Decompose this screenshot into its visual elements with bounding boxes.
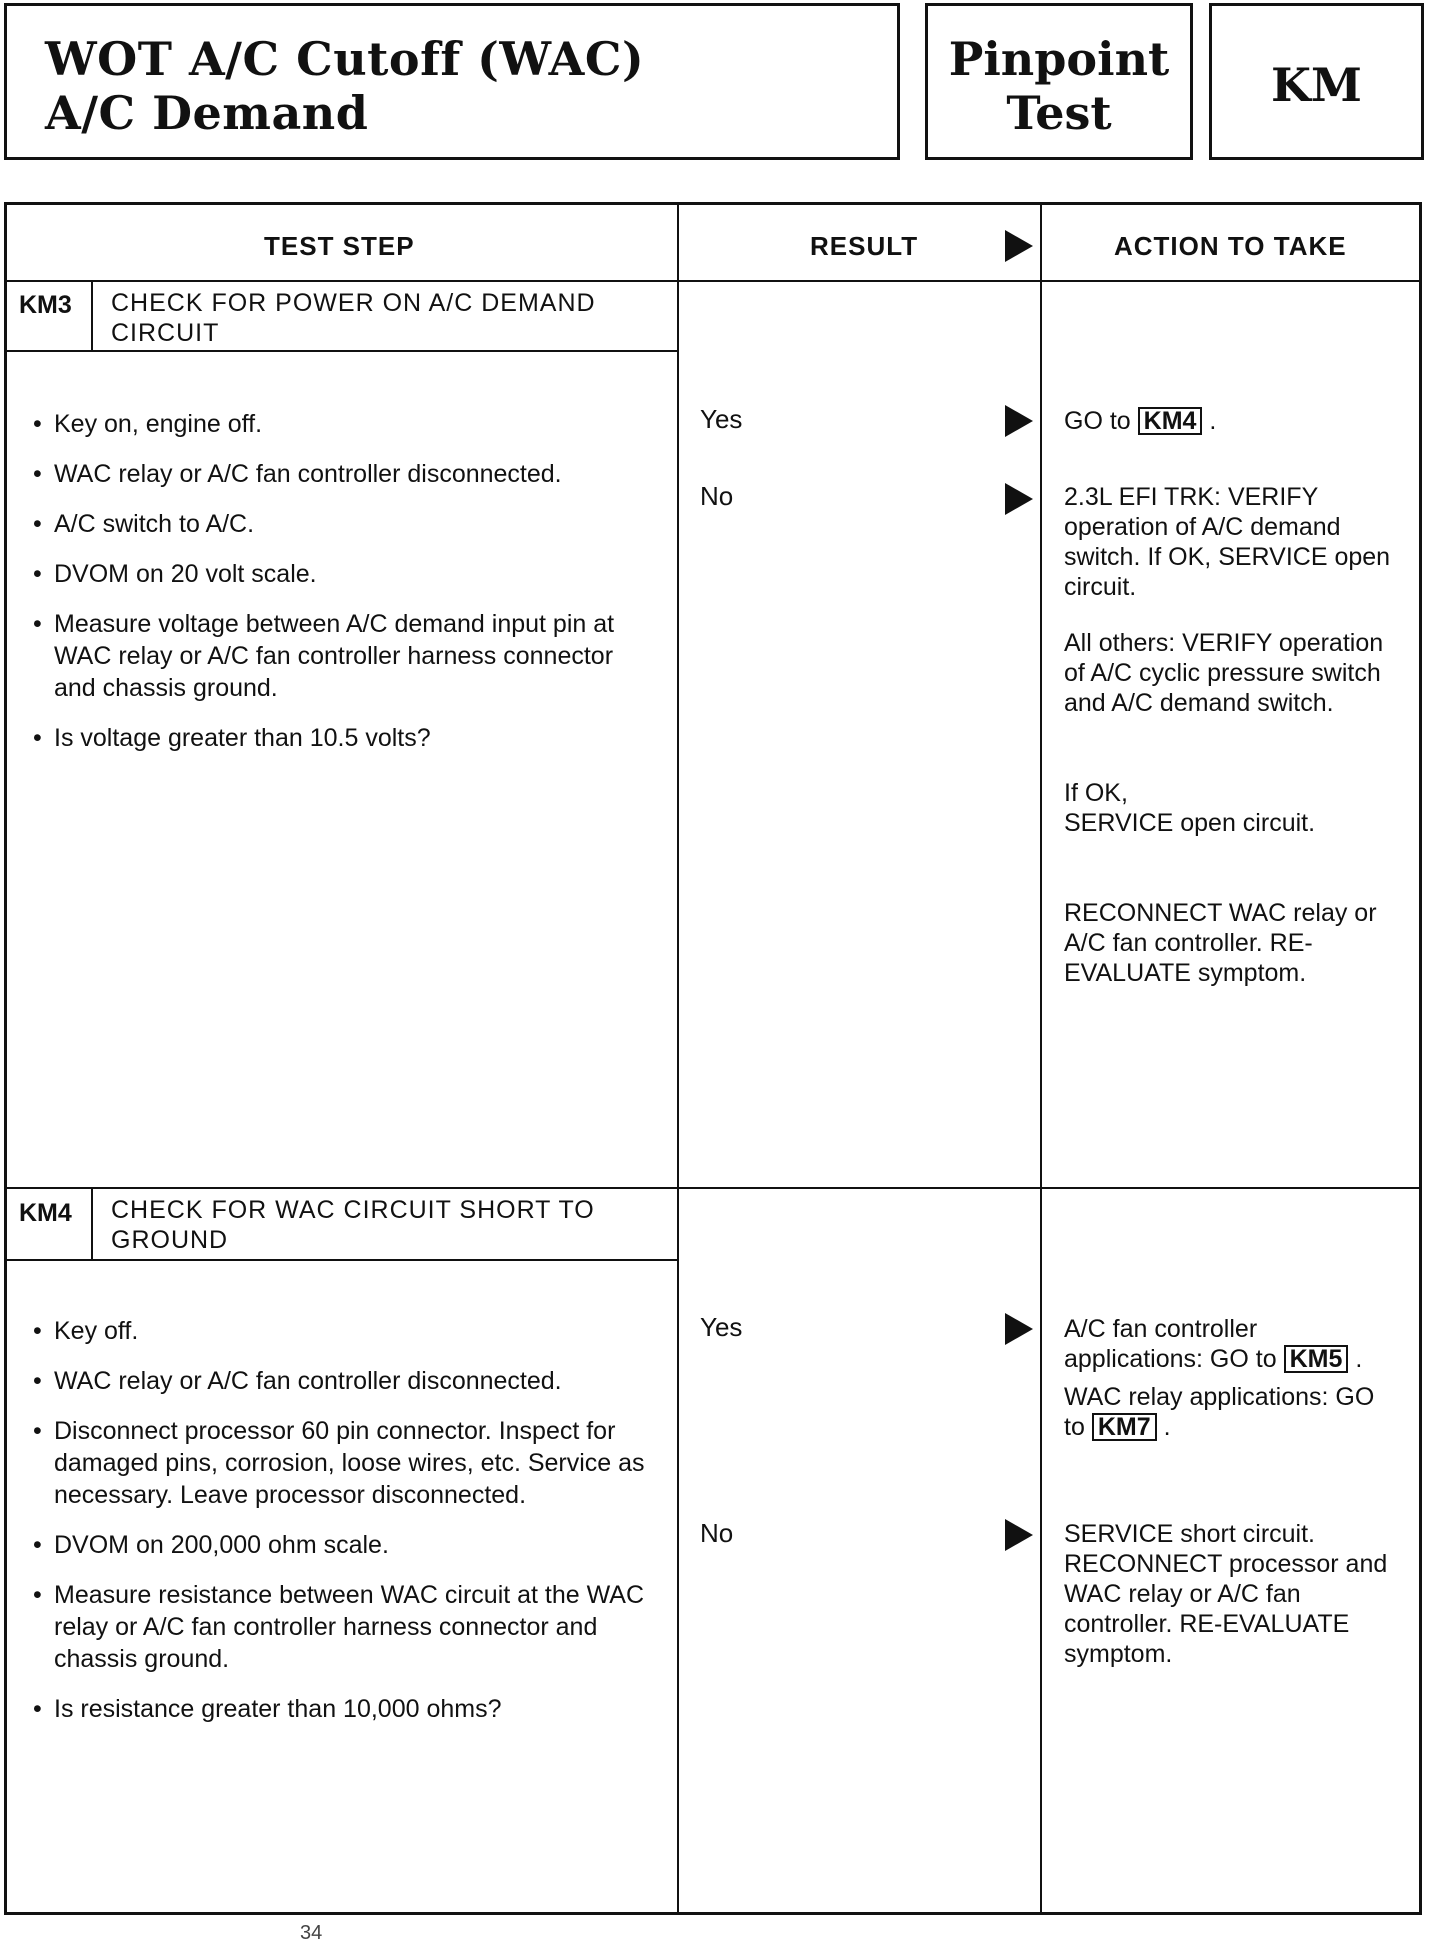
step-reference-km5[interactable]: KM5 [1284, 1345, 1349, 1373]
instruction: • Measure voltage between A/C demand input pin at WAC relay or A/C fan controller harness connector and chassis ground. [33, 608, 658, 704]
page-number: 34 [300, 1922, 323, 1944]
step-id: KM3 [19, 291, 72, 319]
result-no: No [700, 481, 734, 511]
step-title-underline [7, 350, 678, 352]
header-arrow-icon [1005, 230, 1033, 262]
step-row-divider [7, 1187, 1419, 1189]
action-suffix: . [1163, 1413, 1171, 1441]
result-no: No [700, 1518, 734, 1548]
action-no [1064, 482, 1394, 988]
column-divider-1 [677, 205, 679, 1912]
step-instructions [33, 1315, 658, 1743]
instruction: • A/C switch to A/C. [33, 508, 658, 540]
step-id-divider [91, 280, 93, 350]
pinpoint-test-box [925, 3, 1193, 160]
action-text: WAC relay applications: GO to [1064, 1383, 1375, 1441]
pinpoint-test-label [928, 32, 1190, 140]
instruction: • WAC relay or A/C fan controller disconnected. [33, 1365, 658, 1397]
header-row-divider [7, 280, 1419, 282]
result-no-arrow-icon [1005, 1519, 1033, 1551]
header-action-to-take: ACTION TO TAKE [1114, 231, 1347, 261]
step-reference-km4[interactable]: KM4 [1138, 407, 1203, 435]
pinpoint-line-1: Pinpoint [948, 32, 1170, 86]
header-test-step: TEST STEP [264, 231, 415, 261]
test-code: KM [1271, 58, 1362, 112]
instruction: • Is resistance greater than 10,000 ohms? [33, 1693, 658, 1725]
step-title: CHECK FOR WAC CIRCUIT SHORT TO GROUND [111, 1196, 595, 1254]
instruction: • DVOM on 200,000 ohm scale. [33, 1529, 658, 1561]
action-reconnect: RECONNECT WAC relay or A/C fan controller. RE-EVALUATE symptom. [1064, 899, 1377, 987]
action-no-trk: 2.3L EFI TRK: VERIFY operation of A/C demand switch. If OK, SERVICE open circuit. [1064, 483, 1391, 601]
column-divider-2 [1040, 205, 1042, 1912]
result-yes: Yes [700, 1312, 743, 1342]
pinpoint-table [4, 202, 1422, 1915]
step-title-underline [7, 1259, 678, 1261]
instruction: • Key off. [33, 1315, 658, 1347]
step-reference-km7[interactable]: KM7 [1092, 1413, 1157, 1441]
header-result: RESULT [810, 231, 919, 261]
title-line-2: A/C Demand [45, 86, 369, 140]
action-yes [1064, 406, 1394, 436]
action-if-ok: If OK, [1064, 779, 1128, 807]
result-yes-arrow-icon [1005, 405, 1033, 437]
instruction: • WAC relay or A/C fan controller disconnected. [33, 458, 658, 490]
title-box [4, 3, 900, 160]
action-yes [1064, 1314, 1394, 1442]
action-no-others: All others: VERIFY operation of A/C cyclic pressure switch and A/C demand switch. [1064, 629, 1384, 717]
title-line-1: WOT A/C Cutoff (WAC) [45, 32, 645, 86]
action-text: GO to [1064, 407, 1131, 435]
result-yes: Yes [700, 404, 743, 434]
step-instructions [33, 408, 658, 772]
step-id: KM4 [19, 1199, 72, 1227]
instruction: • Key on, engine off. [33, 408, 658, 440]
result-yes-arrow-icon [1005, 1313, 1033, 1345]
action-suffix: . [1209, 407, 1217, 435]
pinpoint-line-2: Test [1006, 86, 1112, 140]
test-code-box [1209, 3, 1424, 160]
result-no-arrow-icon [1005, 483, 1033, 515]
step-id-divider [91, 1187, 93, 1259]
action-service-open: SERVICE open circuit. [1064, 809, 1316, 837]
action-fan-controller [1064, 1314, 1394, 1374]
instruction: • Disconnect processor 60 pin connector. Inspect for damaged pins, corrosion, loose wires, etc. Service as necessary. Leave processor disconnected. [33, 1415, 658, 1511]
action-text: A/C fan controller applications: GO to [1064, 1315, 1277, 1373]
action-wac-relay [1064, 1382, 1394, 1442]
instruction: • Is voltage greater than 10.5 volts? [33, 722, 658, 754]
action-no: SERVICE short circuit. RECONNECT processor and WAC relay or A/C fan controller. RE-EVALUATE symptom. [1064, 1520, 1388, 1668]
page-title [45, 32, 644, 140]
action-suffix: . [1355, 1345, 1363, 1373]
step-title: CHECK FOR POWER ON A/C DEMAND CIRCUIT [111, 289, 596, 347]
instruction: • DVOM on 20 volt scale. [33, 558, 658, 590]
instruction: • Measure resistance between WAC circuit at the WAC relay or A/C fan controller harness connector and chassis ground. [33, 1579, 658, 1675]
